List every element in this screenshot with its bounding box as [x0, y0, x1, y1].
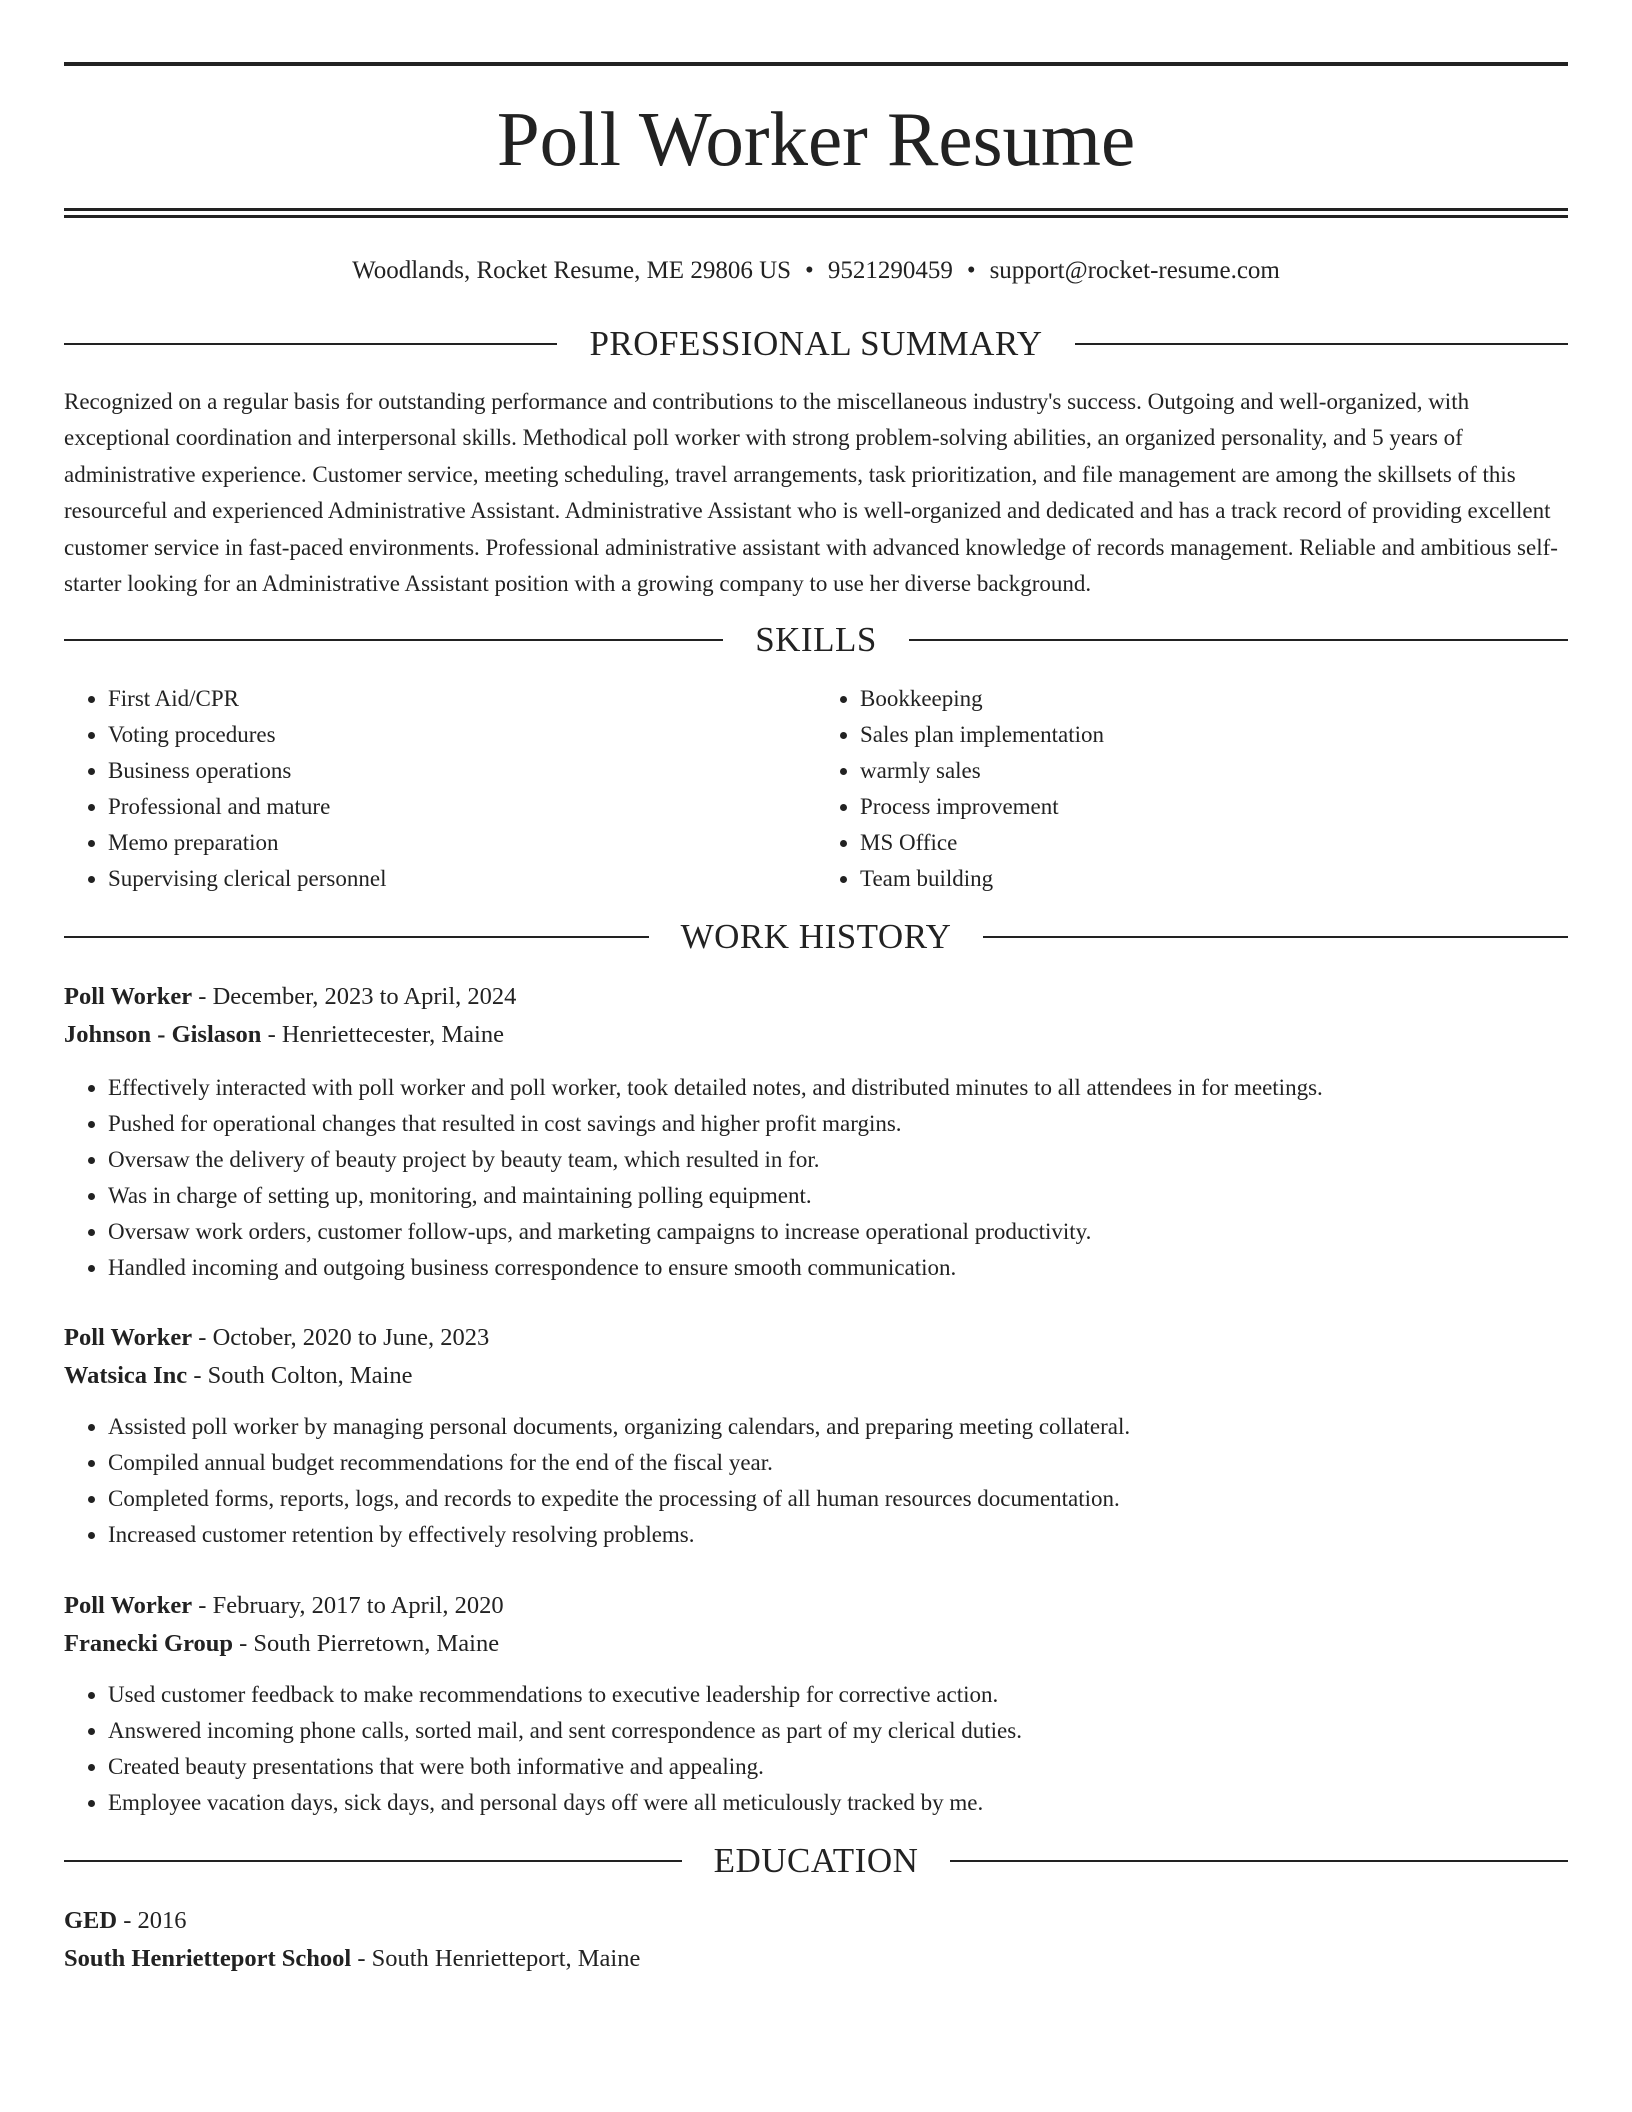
contact-phone: 9521290459 [827, 257, 953, 284]
job-duty: • Answered incoming phone calls, sorted mail, and sent correspondence as part of my clerical duties. [108, 1713, 1568, 1749]
job-location: - Henriettecester, Maine [261, 1021, 504, 1049]
education-year: - 2016 [117, 1907, 187, 1935]
job-duty: • Handled incoming and outgoing business correspondence to ensure smooth communication. [108, 1250, 1568, 1286]
education-degree: GED [64, 1907, 118, 1935]
job-duty: • Used customer feedback to make recommendations to executive leadership for corrective action. [108, 1677, 1568, 1713]
skills-heading [64, 620, 1568, 660]
skill-item: • Professional and mature [108, 789, 816, 825]
skill-item: • Process improvement [860, 789, 1568, 825]
skill-item: • Supervising clerical personnel [108, 861, 816, 897]
heading-rule [64, 343, 557, 345]
job-entry [64, 978, 1568, 1286]
job-duty: • Created beauty presentations that were both informative and appealing. [108, 1749, 1568, 1785]
heading-rule [950, 1860, 1568, 1862]
resume-page [64, 0, 1568, 1978]
job-location: - South Pierretown, Maine [233, 1630, 500, 1658]
job-company: Johnson - Gislason [64, 1021, 262, 1049]
job-dates: - February, 2017 to April, 2020 [192, 1592, 504, 1620]
job-duty: • Increased customer retention by effectively resolving problems. [108, 1517, 1568, 1553]
skills-list [64, 681, 1568, 897]
skill-item: • Sales plan implementation [860, 717, 1568, 753]
heading-rule [64, 639, 723, 641]
job-title: Poll Worker [64, 1592, 193, 1620]
skills-column-right [816, 681, 1568, 897]
skill-item: • Team building [860, 861, 1568, 897]
resume-title: Poll Worker Resume [496, 96, 1136, 182]
job-duty: • Assisted poll worker by managing personal documents, organizing calendars, and preparing meeting collateral. [108, 1409, 1568, 1445]
work-heading [64, 917, 1568, 957]
job-dates: - October, 2020 to June, 2023 [192, 1324, 490, 1352]
job-title-line [64, 978, 1568, 1016]
education-location: - South Henrietteport, Maine [351, 1945, 641, 1973]
job-title-line [64, 1587, 1568, 1625]
job-duties [64, 1409, 1568, 1553]
skills-heading-label: SKILLS [755, 620, 877, 660]
job-title: Poll Worker [64, 983, 193, 1011]
job-duty: • Oversaw the delivery of beauty project by beauty team, which resulted in for. [108, 1142, 1568, 1178]
skill-item: • Voting procedures [108, 717, 816, 753]
job-duty: • Effectively interacted with poll worker and poll worker, took detailed notes, and distributed minutes to all attendees in for meetings. [108, 1070, 1568, 1106]
job-location: - South Colton, Maine [187, 1362, 413, 1390]
skill-item: • Business operations [108, 753, 816, 789]
job-duties [64, 1677, 1568, 1821]
job-company-line [64, 1357, 1568, 1395]
education-school: South Henrietteport School [64, 1945, 352, 1973]
contact-address: Woodlands, Rocket Resume, ME 29806 US [352, 257, 792, 284]
job-duty: • Employee vacation days, sick days, and personal days off were all meticulously tracked by me. [108, 1785, 1568, 1821]
contact-email: support@rocket-resume.com [989, 257, 1280, 284]
education-entry [64, 1902, 1568, 1978]
job-company: Watsica Inc [64, 1362, 188, 1390]
job-entry [64, 1587, 1568, 1821]
contact-separator: • [966, 257, 976, 284]
skills-column-left [64, 681, 816, 897]
job-duty: • Compiled annual budget recommendations for the end of the fiscal year. [108, 1445, 1568, 1481]
job-duty: • Was in charge of setting up, monitoring, and maintaining polling equipment. [108, 1178, 1568, 1214]
heading-rule [64, 936, 649, 938]
summary-text: Recognized on a regular basis for outstanding performance and contributions to the miscellaneous industry's success. Outgoing and well-organized, with exceptional coordination and interpersonal skills. Methodical poll worker with strong problem-solving abilities, an organized personality, and 5 years of administrative experience. Customer service, meeting scheduling, travel arrangements, task prioritization, and file management are among the skillsets of this resourceful and experienced Administrative Assistant. Administrative Assistant who is well-organized and dedicated and has a track record of providing excellent customer service in fast-paced environments. Professional administrative assistant with advanced knowledge of records management. Reliable and ambitious self-starter looking for an Administrative Assistant position with a growing company to use her diverse background. [64, 389, 1558, 597]
job-title: Poll Worker [64, 1324, 193, 1352]
contact-separator: • [805, 257, 814, 284]
job-company-line [64, 1016, 1568, 1054]
summary-heading-label: PROFESSIONAL SUMMARY [589, 324, 1043, 363]
education-heading-label: EDUCATION [713, 1841, 919, 1881]
skill-item: • First Aid/CPR [108, 681, 816, 717]
heading-rule [909, 639, 1568, 641]
skill-item: • Bookkeeping [860, 681, 1568, 717]
job-duties [64, 1070, 1568, 1286]
job-duty: • Pushed for operational changes that resulted in cost savings and higher profit margins. [108, 1106, 1568, 1142]
job-dates: - December, 2023 to April, 2024 [192, 983, 517, 1011]
skill-item: • MS Office [860, 825, 1568, 861]
skill-item: • Memo preparation [108, 825, 816, 861]
job-company-line [64, 1625, 1568, 1663]
education-school-line [64, 1940, 1568, 1978]
contact-line [64, 258, 1568, 283]
heading-rule [64, 1860, 682, 1862]
job-title-line [64, 1319, 1568, 1357]
work-heading-label: WORK HISTORY [680, 917, 952, 957]
title-double-rule [64, 208, 1568, 218]
skill-item: • warmly sales [860, 753, 1568, 789]
education-heading [64, 1841, 1568, 1881]
job-duty: • Oversaw work orders, customer follow-ups, and marketing campaigns to increase operational productivity. [108, 1214, 1568, 1250]
summary-heading [64, 326, 1568, 361]
job-entry [64, 1319, 1568, 1553]
heading-rule [983, 936, 1568, 938]
heading-rule [1075, 343, 1568, 345]
job-company: Franecki Group [64, 1630, 234, 1658]
job-duty: • Completed forms, reports, logs, and records to expedite the processing of all human resources documentation. [108, 1481, 1568, 1517]
education-degree-line [64, 1902, 1568, 1940]
